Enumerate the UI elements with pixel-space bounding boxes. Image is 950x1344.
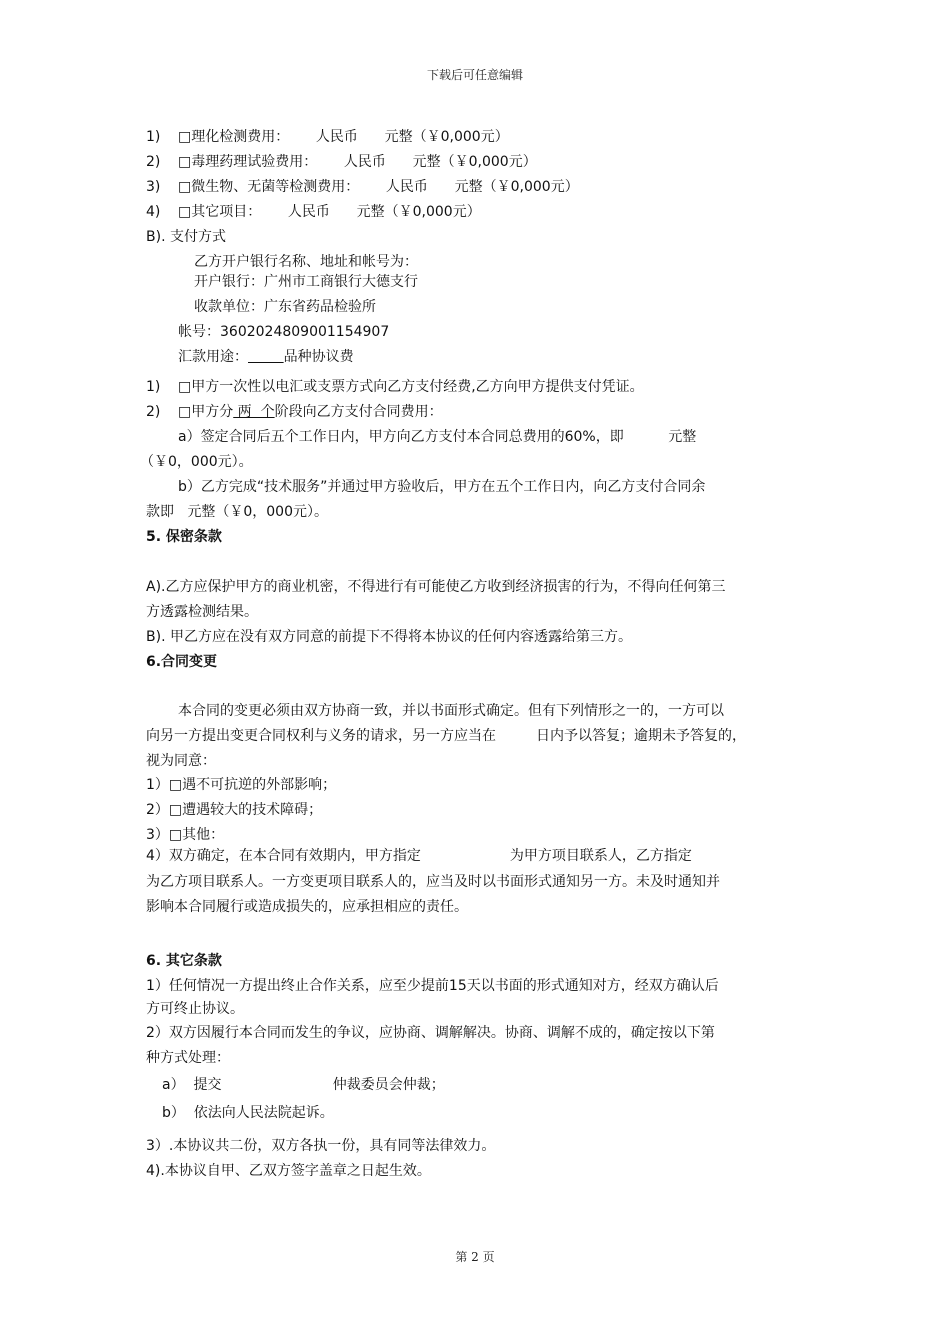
fee-4-num: 4) [146,204,161,220]
pay-option-2-num: 2) [146,404,161,420]
account-number: 帐号：3602024809001154907 [178,324,390,340]
other-clause-2-line2: 种方式处理： [146,1050,230,1066]
change-para-line3: 视为同意： [146,753,216,769]
fee-3-num: 3) [146,179,161,195]
fee-3-text: □微生物、无菌等检测费用： 人民币 元整（￥0,000元） [178,179,579,195]
stage-a-line2: （￥0，000元）。 [140,454,253,470]
remit-purpose-blank [248,349,284,365]
change-item-4-line3: 影响本合同履行或造成损失的，应承担相应的责任。 [146,899,468,915]
page-header: 下载后可任意编辑 [426,68,523,82]
other-clause-2-line1: 2）双方因履行本合同而发生的争议，应协商、调解解决。协商、调解不成的，确定按以下第 [146,1025,715,1041]
other-clause-3: 3）.本协议共二份，双方各执一份，具有同等法律效力。 [146,1138,496,1154]
confidential-b-line: B). 甲乙方应在没有双方同意的前提下不得将本协议的任何内容透露给第三方。 [146,629,632,645]
change-para-line2: 向另一方提出变更合同权利与义务的请求，另一方应当在 日内予以答复；逾期未予答复的， [146,728,747,744]
other-clause-2b: b） 依法向人民法院起诉。 [162,1105,334,1121]
pay-option-2-post: 阶段向乙方支付合同费用： [274,404,443,420]
change-item-4-line2: 为乙方项目联系人。一方变更项目联系人的，应当及时以书面形式通知另一方。未及时通知并 [146,874,720,890]
payee: 收款单位：广东省药品检验所 [194,299,376,315]
fee-1-num: 1) [146,129,161,145]
bank-name: 开户银行：广州市工商银行大德支行 [194,274,418,290]
remit-purpose [178,348,354,366]
change-item-3: 3）□其他： [146,827,225,843]
change-item-1: 1）□遇不可抗逆的外部影响； [146,777,337,793]
pay-option-2-pre: □甲方分 [178,404,234,420]
remit-purpose-suffix: 品种协议费 [283,349,354,365]
other-clause-2a: a） 提交 仲裁委员会仲裁； [162,1077,445,1093]
confidential-a-line2: 方透露检测结果。 [146,604,258,620]
stage-b-line1: b）乙方完成“技术服务”并通过甲方验收后，甲方在五个工作日内，向乙方支付合同余 [178,479,706,495]
pay-option-2-blank: 两 个 [233,404,275,420]
change-item-2: 2）□遭遇较大的技术障碍； [146,802,323,818]
bank-intro: 乙方开户银行名称、地址和帐号为： [194,254,418,270]
pay-option-2 [178,403,443,421]
other-clause-1-line2: 方可终止协议。 [146,1001,244,1017]
pay-option-1: □甲方一次性以电汇或支票方式向乙方支付经费,乙方向甲方提供支付凭证。 [178,379,644,395]
page-footer: 第 2 页 [455,1250,495,1264]
change-para-line1: 本合同的变更必须由双方协商一致，并以书面形式确定。但有下列情形之一的，一方可以 [178,703,724,719]
other-clause-1-line1: 1）任何情况一方提出终止合作关系，应至少提前15天以书面的形式通知对方，经双方确认后 [146,978,719,994]
remit-purpose-label: 汇款用途： [178,349,248,365]
change-item-4-line1: 4）双方确定，在本合同有效期内，甲方指定 为甲方项目联系人，乙方指定 [146,848,692,864]
fee-2-text: □毒理药理试验费用： 人民币 元整（￥0,000元） [178,154,537,170]
change-heading: 6.合同变更 [146,654,218,670]
fee-2-num: 2) [146,154,161,170]
fee-4-text: □其它项目： 人民币 元整（￥0,000元） [178,204,481,220]
payment-heading: B). 支付方式 [146,229,226,245]
stage-a-line1: a）签定合同后五个工作日内，甲方向乙方支付本合同总费用的60%，即 元整 [178,429,697,445]
fee-1-text: □理化检测费用： 人民币 元整（￥0,000元） [178,129,509,145]
confidential-a-line1: A).乙方应保护甲方的商业机密，不得进行有可能使乙方收到经济损害的行为，不得向任何第三 [146,579,726,595]
pay-option-1-num: 1) [146,379,161,395]
confidential-heading: 5. 保密条款 [146,529,222,545]
other-heading: 6. 其它条款 [146,953,222,969]
stage-b-line2: 款即 元整（￥0，000元）。 [146,504,328,520]
other-clause-4: 4).本协议自甲、乙双方签字盖章之日起生效。 [146,1163,431,1179]
